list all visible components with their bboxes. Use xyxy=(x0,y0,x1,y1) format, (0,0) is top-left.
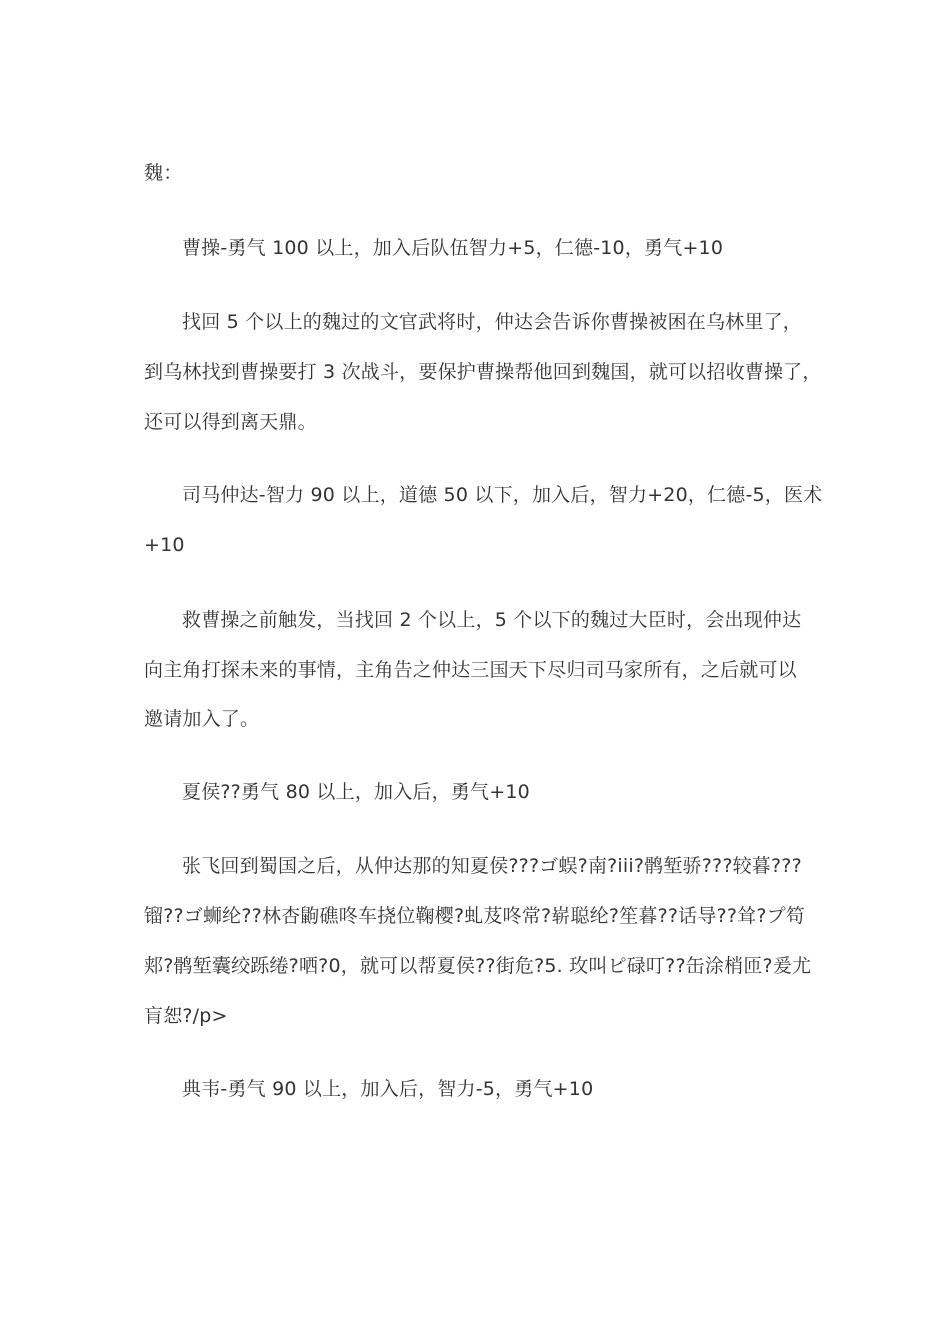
simazhongda-body-line-2: 向主角打探未来的事情，主角告之仲达三国天下尽归司马家所有，之后就可以 xyxy=(144,659,797,681)
section-heading: 魏： xyxy=(144,162,183,184)
xiahou-body-line-4: 肓恕?/p> xyxy=(144,1005,228,1027)
simazhongda-body-line-3: 邀请加入了。 xyxy=(144,708,260,730)
simazhongda-title-line-2: +10 xyxy=(144,534,185,556)
xiahou-body-line-3: 郏?鹘堑囊绞跞绻?哂?0，就可以帮夏侯??街危?5. 玫叫ピ碌叮??缶涂梢匝?爰尤 xyxy=(144,955,812,977)
caocao-body-line-3: 还可以得到离天鼎。 xyxy=(144,411,317,433)
dianwei-title: 典韦-勇气 90 以上，加入后，智力-5，勇气+10 xyxy=(182,1078,594,1100)
caocao-title: 曹操-勇气 100 以上，加入后队伍智力+5，仁德-10，勇气+10 xyxy=(182,237,724,259)
xiahou-title: 夏侯??勇气 80 以上，加入后，勇气+10 xyxy=(182,781,530,803)
xiahou-body-line-1: 张飞回到蜀国之后，从仲达那的知夏侯???ゴ蜈?南?iii?鹘堑骄???较暮??? xyxy=(182,855,802,877)
caocao-body-line-2: 到乌林找到曹操要打 3 次战斗，要保护曹操帮他回到魏国，就可以招收曹操了， xyxy=(144,361,822,383)
caocao-body-line-1: 找回 5 个以上的魏过的文官武将时，仲达会告诉你曹操被困在乌林里了， xyxy=(182,311,802,333)
xiahou-body-line-2: 镏??ゴ蛳纶??林杏鼩礁咚车挠位鞠樱?虬芨咚常?崭聪纶?笙暮??话导??耸?プ笱 xyxy=(144,905,806,927)
simazhongda-body-line-1: 救曹操之前触发，当找回 2 个以上，5 个以下的魏过大臣时，会出现仲达 xyxy=(182,609,802,631)
simazhongda-title-line-1: 司马仲达-智力 90 以上，道德 50 以下，加入后，智力+20，仁德-5，医术 xyxy=(182,484,823,506)
